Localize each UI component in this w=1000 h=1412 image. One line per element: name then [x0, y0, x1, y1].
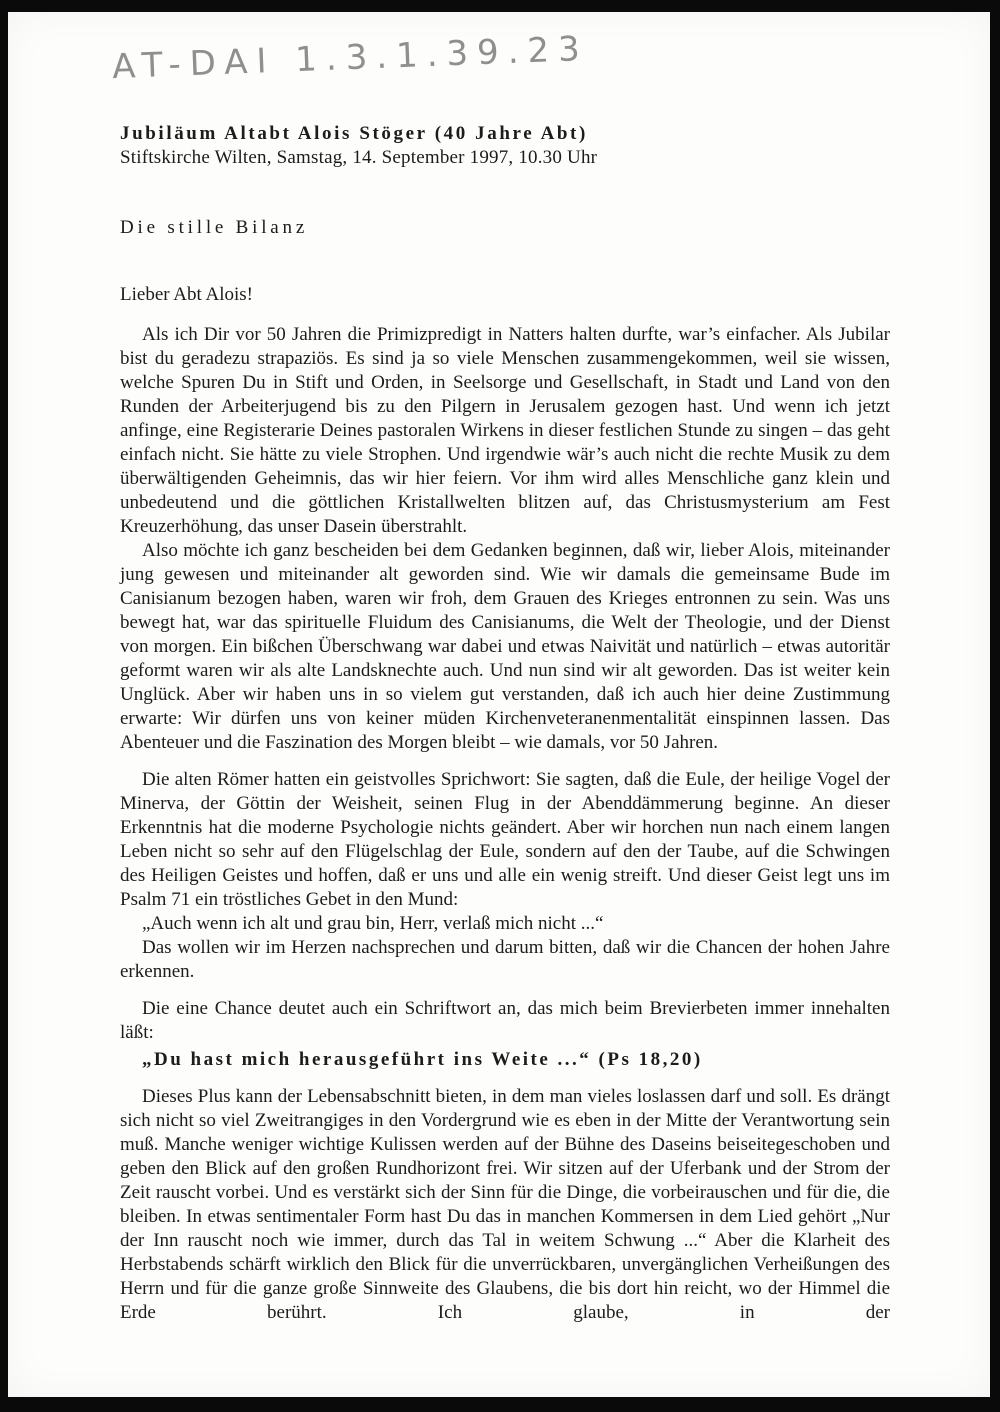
paragraph: Die alten Römer hatten ein geistvolles Sprichwort: Sie sagten, daß die Eule, der heilige Vogel der Minerva, der Göttin der Weisheit, seinen Flug in der Abenddämmerung beginne. An dieser Erkenntnis hat die moderne Psychologie nichts geändert. Aber wir horchen nun nach einem langen Leben nicht so sehr auf den Flügelschlag der Eule, sondern auf den der Taube, auf die Schwingen des Heiligen Geistes und hoffen, daß er uns und alle ein wenig streift. Und dieser Geist legt uns im Psalm 71 ein tröstliches Gebet in den Mund: [120, 769, 890, 910]
salutation: Lieber Abt Alois! [120, 284, 253, 305]
event-title: Jubiläum Altabt Alois Stöger (40 Jahre Abt) [120, 123, 588, 144]
document-content [8, 12, 990, 1325]
document-body [120, 323, 890, 1325]
handwritten-archive-code: AT-DAI 1.3.1.39.23 [111, 28, 590, 88]
event-place-date: Stiftskirche Wilten, Samstag, 14. September 1997, 10.30 Uhr [120, 147, 598, 168]
paragraph: Das wollen wir im Herzen nachsprechen und darum bitten, daß wir die Chancen der hohen Jahre erkennen. [120, 937, 890, 982]
paragraph: Also möchte ich ganz bescheiden bei dem Gedanken beginnen, daß wir, lieber Alois, miteinander jung gewesen und miteinander alt geworden sind. Wie wir damals die gemeinsame Bude im Canisianum bezogen haben, waren wir froh, dem Grauen des Krieges entronnen zu sein. Was uns bewegt hat, war das spirituelle Fluidum des Canisianums, die Welt der Theologie, und der Dienst von morgen. Ein bißchen Überschwang war dabei und etwas Naivität und natürlich – etwas autoritär geformt waren wir als alte Landsknechte auch. Und nun sind wir alt geworden. Das ist weiter kein Unglück. Aber wir haben uns in so vielem gut verstanden, daß ich auch hier deine Zustimmung erwarte: Wir dürfen uns von keiner müden Kirchenveteranenmentalität einspinnen lassen. Das Abenteuer und die Faszination des Morgen bleibt – wie damals, vor 50 Jahren. [120, 540, 890, 753]
document-header [120, 122, 890, 170]
quote-line: „Du hast mich herausgeführt ins Weite ...“ (Ps 18,20) [142, 1049, 703, 1070]
paragraph: Die eine Chance deutet auch ein Schriftwort an, das mich beim Brevierbeten immer innehalten läßt: [120, 998, 890, 1043]
paragraph: Als ich Dir vor 50 Jahren die Primizpredigt in Natters halten durfte, war’s einfacher. Als Jubilar bist du geradezu strapaziös. Es sind ja so viele Menschen zusammengekommen, weil sie wissen, welche Spuren Du in Stift und Orden, in Seelsorge und Gesellschaft, in Stadt und Land von den Runden der Arbeiterjugend bis zu den Pilgern in Jerusalem gezogen hast. Und wenn ich jetzt anfinge, eine Registerarie Deines pastoralen Wirkens in dieser festlichen Stunde zu singen – das geht einfach nicht. Sie hätte zu viele Strophen. Und irgendwie wär’s auch nicht die rechte Musik zu dem überwältigenden Geheimnis, das wir hier feiern. Vor ihm wird alles Menschliche ganz klein und unbedeutend und die göttlichen Kristallwelten blitzen auf, das Christusmysterium am Fest Kreuzerhöhung, das unser Dasein überstrahlt. [120, 324, 890, 537]
speech-title: Die stille Bilanz [120, 217, 309, 238]
paragraph: Dieses Plus kann der Lebensabschnitt bieten, in dem man vieles loslassen darf und soll. Es drängt sich nicht so viel Zweitrangiges in den Vordergrund wie es eben in der Mitte der Verantwortung sein muß. Manche weniger wichtige Kulissen werden auf der Bühne des Daseins beiseitegeschoben und geben den Blick auf den großen Rundhorizont frei. Wir sitzen auf der Uferbank und der Strom der Zeit rauscht vorbei. Und es verstärkt sich der Sinn für die Dinge, die vorbeirauschen und für die, die bleiben. In etwas sentimentaler Form hast Du das in manchen Kommersen in dem Lied gehört „Nur der Inn rauscht noch wie immer, durch das Tal in weitem Schwung ...“ Aber die Klarheit des Herbstabends schärft wirklich den Blick für die unverrückbaren, unvergänglichen Verheißungen des Herrn und für die ganze große Sinnweite des Glaubens, die bis dort hin reicht, wo der Himmel die Erde berührt. Ich glaube, in der [120, 1086, 890, 1323]
document-page [8, 12, 990, 1397]
quote-line: „Auch wenn ich alt und grau bin, Herr, verlaß mich nicht ...“ [142, 913, 604, 934]
